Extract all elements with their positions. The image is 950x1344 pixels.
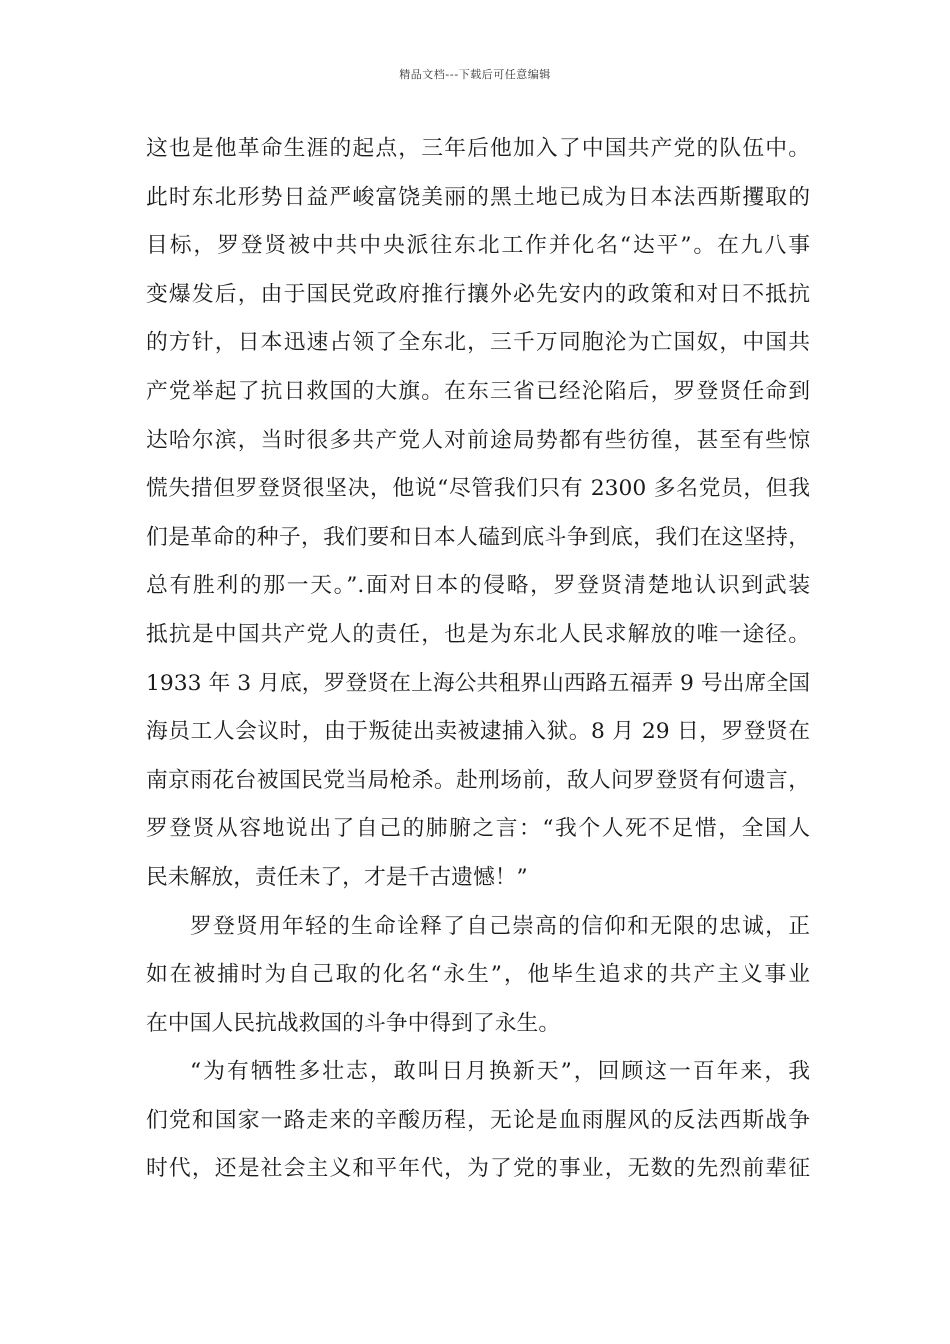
page-header: 精品文档---下载后可任意编辑 — [399, 68, 551, 81]
text-line: 的方针，日本迅速占领了全东北，三千万同胞沦为亡国奴，中国共 — [146, 330, 810, 356]
text-line: 抵抗是中国共产党人的责任，也是为东北人民求解放的唯一途径。 — [146, 621, 810, 647]
text-line: 们党和国家一路走来的辛酸历程，无论是血雨腥风的反法西斯战争 — [146, 1107, 810, 1133]
text-line: 变爆发后，由于国民党政府推行攘外必先安内的政策和对日不抵抗 — [146, 281, 810, 307]
text-line: 目标，罗登贤被中共中央派往东北工作并化名“达平”。在九八事 — [146, 233, 810, 259]
text-line: 在中国人民抗战救国的斗争中得到了永生。 — [146, 1010, 561, 1036]
text-line: 总有胜利的那一天。”.面对日本的侵略，罗登贤清楚地认识到武装 — [146, 573, 810, 599]
text-line: 南京雨花台被国民党当局枪杀。赴刑场前，敌人问罗登贤有何遗言， — [146, 767, 810, 793]
text-line: 慌失措但罗登贤很坚决，他说“尽管我们只有 2300 多名党员，但我 — [146, 476, 810, 502]
text-line: 时代，还是社会主义和平年代，为了党的事业，无数的先烈前辈征 — [146, 1156, 810, 1182]
document-body — [146, 125, 810, 1194]
text-line: 民未解放，责任未了，才是千古遗憾！” — [146, 864, 528, 890]
text-line: 这也是他革命生涯的起点，三年后他加入了中国共产党的队伍中。 — [146, 136, 810, 161]
text-line: 产党举起了抗日救国的大旗。在东三省已经沦陷后，罗登贤任命到 — [146, 378, 810, 404]
text-line: 海员工人会议时，由于叛徒出卖被逮捕入狱。8 月 29 日，罗登贤在 — [146, 719, 810, 745]
text-line: 们是革命的种子，我们要和日本人磕到底斗争到底，我们在这坚持， — [146, 524, 810, 550]
text-line: 如在被捕时为自己取的化名“永生”，他毕生追求的共产主义事业 — [146, 962, 810, 988]
text-line: 达哈尔滨，当时很多共产党人对前途局势都有些彷徨，甚至有些惊 — [146, 427, 810, 453]
text-line: 罗登贤用年轻的生命诠释了自己崇高的信仰和无限的忠诚，正 — [190, 913, 810, 939]
text-line: 此时东北形势日益严峻富饶美丽的黑土地已成为日本法西斯攫取的 — [146, 184, 810, 210]
text-line: “为有牺牲多壮志，敢叫日月换新天”，回顾这一百年来，我 — [190, 1059, 810, 1085]
text-line: 罗登贤从容地说出了自己的肺腑之言：“我个人死不足惜，全国人 — [146, 816, 810, 842]
text-line: 1933 年 3 月底，罗登贤在上海公共租界山西路五福弄 9 号出席全国 — [146, 670, 810, 696]
